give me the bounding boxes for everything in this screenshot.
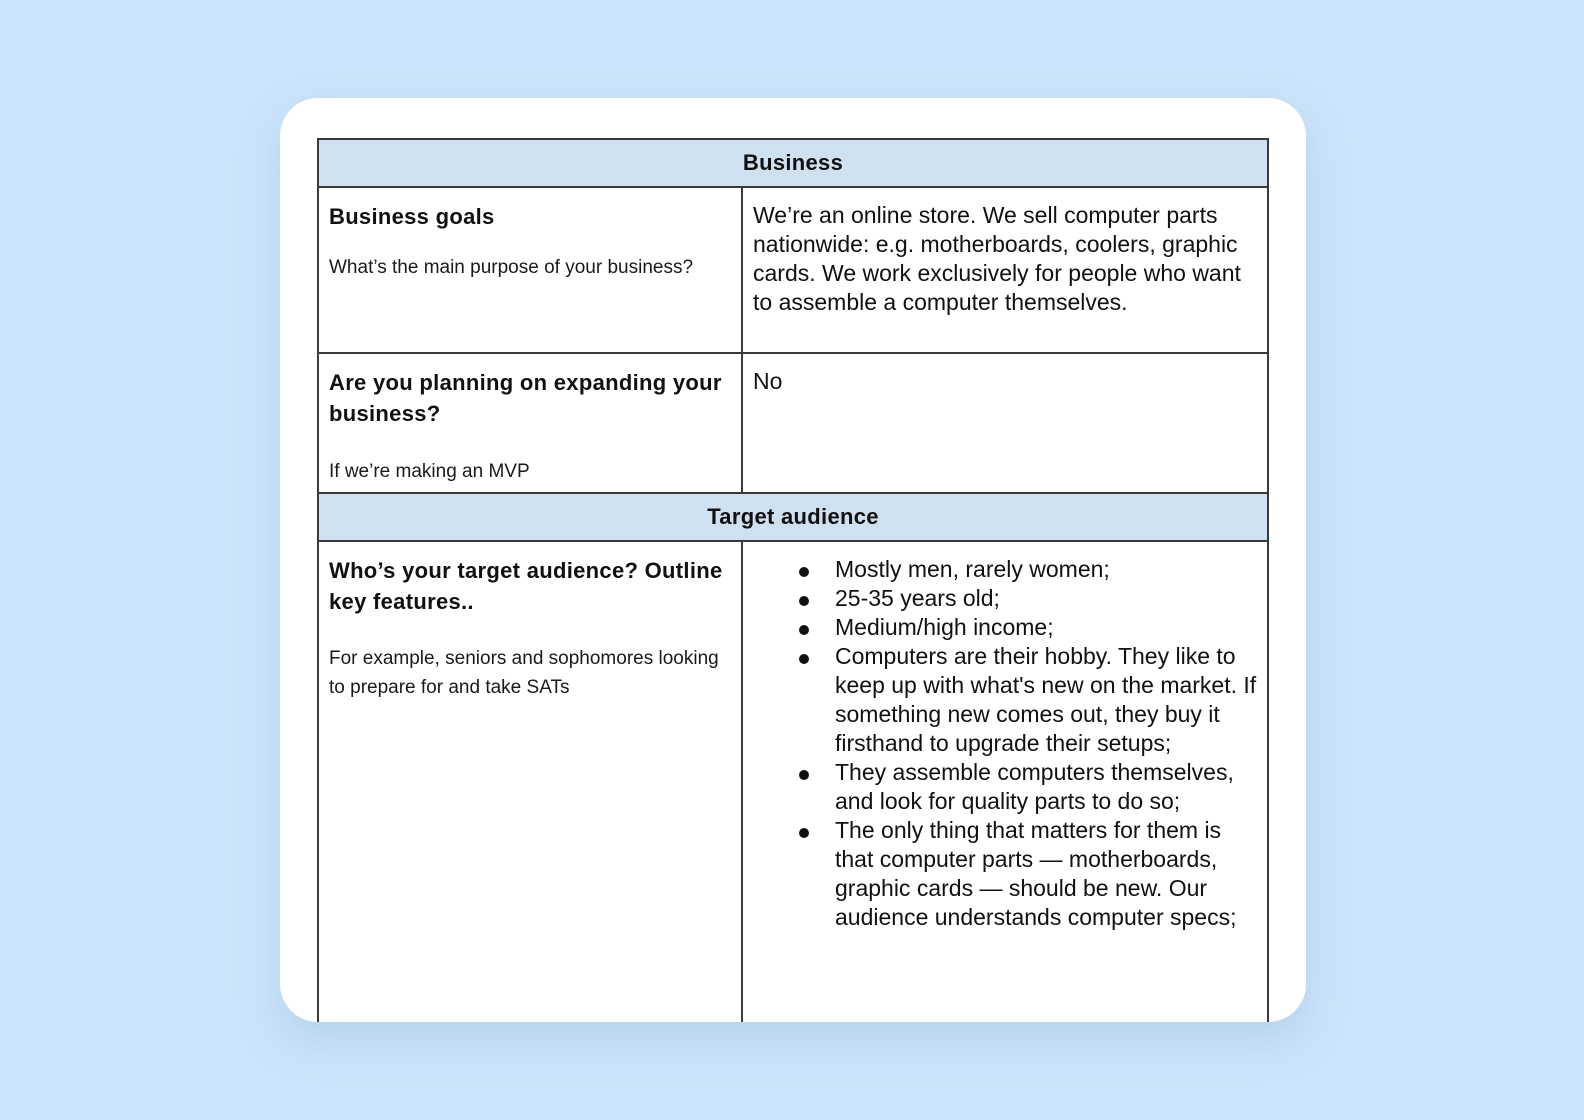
table-row [318, 187, 1268, 353]
question-cell [318, 541, 742, 1022]
list-item-text: Mostly men, rarely women; [835, 556, 1110, 582]
question-hint: For example, seniors and sophomores looking to prepare for and take SATs [329, 648, 719, 698]
question-cell [318, 187, 742, 353]
bullet-icon [799, 596, 809, 606]
list-item-text: Computers are their hobby. They like to keep up with what's new on the market. If something new comes out, they buy it firsthand to upgrade their setups; [835, 643, 1257, 756]
question-hint: What’s the main purpose of your business? [329, 257, 694, 278]
question-title: Are you planning on expanding your business? [329, 370, 722, 426]
audience-list [753, 555, 1257, 932]
question-title: Who’s your target audience? Outline key features.. [329, 558, 723, 614]
table-row [318, 541, 1268, 1022]
question-cell [318, 353, 742, 493]
bullet-icon [799, 828, 809, 838]
list-item [799, 816, 1257, 932]
list-item-text: 25-35 years old; [835, 585, 1000, 611]
answer-cell: No [742, 353, 1268, 493]
list-item [799, 642, 1257, 758]
list-item [799, 584, 1257, 613]
bullet-icon [799, 770, 809, 780]
document-card [280, 98, 1306, 1022]
project-brief-table [317, 138, 1269, 1022]
bullet-icon [799, 654, 809, 664]
answer-cell: We’re an online store. We sell computer parts nationwide: e.g. motherboards, coolers, graphic cards. We work exclusively for people who want to assemble a computer themselves. [742, 187, 1268, 353]
bullet-icon [799, 625, 809, 635]
list-item [799, 555, 1257, 584]
section-title: Target audience [318, 493, 1268, 541]
section-header-target-audience [318, 493, 1268, 541]
question-title: Business goals [329, 204, 495, 229]
list-item-text: The only thing that matters for them is that computer parts — motherboards, graphic cards — should be new. Our audience understands computer specs; [835, 817, 1237, 930]
bullet-icon [799, 567, 809, 577]
table-row [318, 353, 1268, 493]
answer-cell [742, 541, 1268, 1022]
section-title: Business [318, 139, 1268, 187]
list-item [799, 613, 1257, 642]
question-hint: If we’re making an MVP [329, 461, 530, 482]
list-item-text: Medium/high income; [835, 614, 1054, 640]
list-item [799, 758, 1257, 816]
section-header-business [318, 139, 1268, 187]
list-item-text: They assemble computers themselves, and look for quality parts to do so; [835, 759, 1234, 814]
